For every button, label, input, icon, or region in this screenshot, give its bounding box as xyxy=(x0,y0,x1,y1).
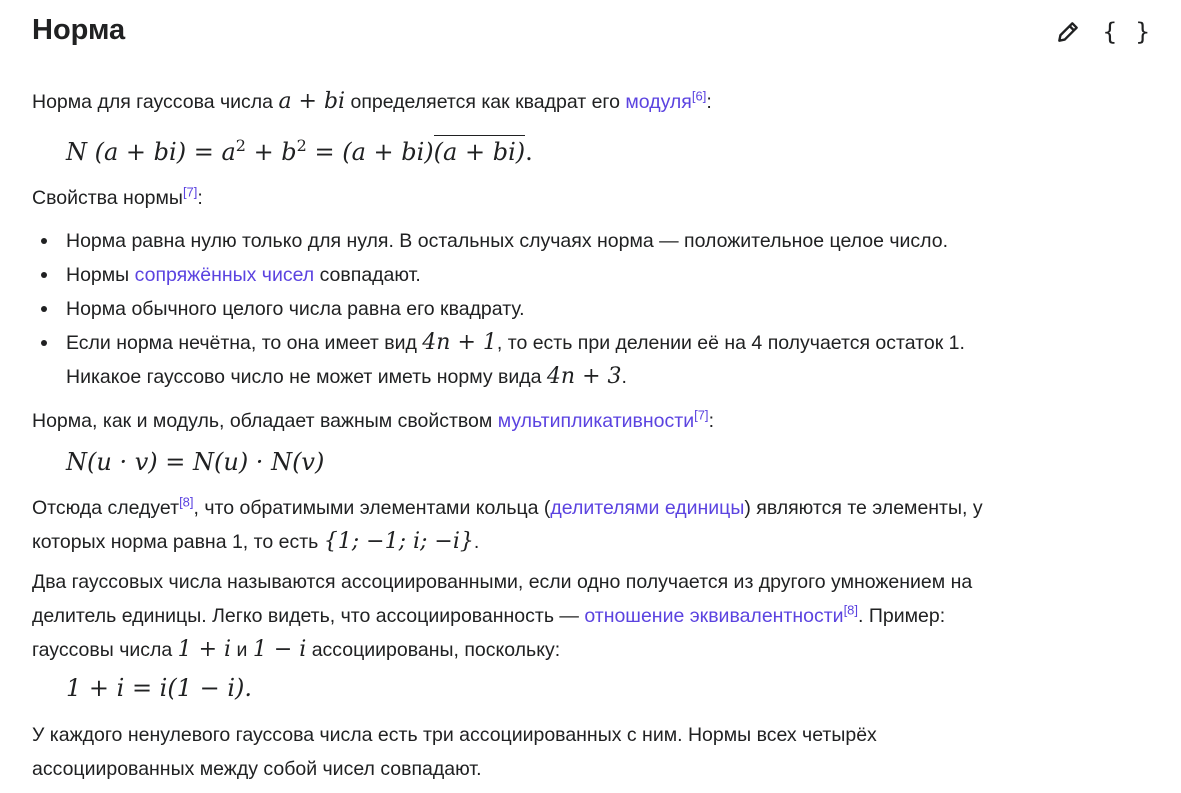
list-item-text: . xyxy=(621,366,627,388)
link-multiplicativity[interactable]: мультипликативности xyxy=(497,410,695,432)
link-equivalence-relation[interactable]: отношение эквивалентности xyxy=(584,605,844,627)
math-4n-plus-3: 4n + 3 xyxy=(546,364,622,389)
json-braces-icon[interactable]: { } xyxy=(1102,18,1152,46)
paragraph-text: гауссовы числа xyxy=(32,639,178,661)
associates-paragraph xyxy=(32,565,1152,667)
paragraph-text: делитель единицы. Легко видеть, что ассоциированность — xyxy=(32,605,585,627)
ref-6[interactable]: [6] xyxy=(691,88,707,104)
paragraph-text: . xyxy=(473,531,480,553)
norm-formula xyxy=(66,136,533,166)
paragraph-text: . Пример: xyxy=(858,605,946,627)
properties-list xyxy=(32,224,1166,394)
list-item xyxy=(66,224,1166,258)
formula-conjugate: (a + bi) xyxy=(434,135,525,166)
multiplicativity-paragraph xyxy=(32,404,1152,438)
paragraph-text: , что обратимыми элементами кольца ( xyxy=(193,497,551,519)
list-item-text: , то есть при делении её на 4 получается остаток 1. xyxy=(496,332,965,354)
colon: : xyxy=(708,410,714,432)
colon: : xyxy=(706,91,712,113)
multiplicativity-formula: N(u · v) = N(u) · N(v) xyxy=(66,448,325,476)
list-item-text: Никакое гауссово число не может иметь норму вида xyxy=(66,366,547,388)
ref-7[interactable]: [7] xyxy=(182,184,198,200)
formula-part: . xyxy=(525,138,533,166)
formula-part: = (a + bi) xyxy=(306,138,434,166)
list-item-text: Нормы xyxy=(66,264,135,286)
list-item xyxy=(66,326,1166,394)
math-1-plus-i: 1 + i xyxy=(177,637,232,662)
ref-7[interactable]: [7] xyxy=(694,407,709,423)
formula-exponent: 2 xyxy=(296,136,307,155)
ref-8[interactable]: [8] xyxy=(843,602,859,618)
closing-paragraph xyxy=(32,718,1152,786)
formula-part: + b xyxy=(245,138,297,166)
paragraph-text: Два гауссовых числа называются ассоциированными, если одно получается из другого умножением на xyxy=(32,571,973,593)
link-conjugate-numbers[interactable]: сопряжённых чисел xyxy=(134,264,315,286)
paragraph-text: ассоциированы, поскольку: xyxy=(306,639,561,661)
paragraph-text: ) являются те элементы, у xyxy=(744,497,983,519)
formula-part: N (a + bi) = a xyxy=(66,138,236,166)
intro-text: Норма для гауссова числа xyxy=(32,91,279,113)
paragraph-text: Отсюда следует xyxy=(32,497,180,519)
math-4n-plus-1: 4n + 1 xyxy=(422,330,497,355)
paragraph-text: ассоциированных между собой чисел совпадают. xyxy=(32,758,482,780)
formula-exponent: 2 xyxy=(235,136,246,155)
paragraph-text: У каждого ненулевого гауссова числа есть три ассоциированных с ним. Нормы всех четырёх xyxy=(32,724,877,746)
intro-paragraph xyxy=(32,85,1152,119)
list-item-text: Норма обычного целого числа равна его квадрату. xyxy=(66,298,525,320)
section-heading: Норма xyxy=(32,14,126,46)
list-item xyxy=(66,292,1166,326)
list-item-text: Если норма нечётна, то она имеет вид xyxy=(66,332,423,354)
math-units-set: {1; −1; i; −i} xyxy=(323,529,474,554)
paragraph-text: Норма, как и модуль, обладает важным свойством xyxy=(32,410,498,432)
colon: : xyxy=(197,187,203,209)
math-a-plus-bi: a + bi xyxy=(278,89,346,114)
link-modulus[interactable]: модуля xyxy=(625,91,692,113)
properties-text: Свойства нормы xyxy=(32,187,183,209)
list-item-text: Норма равна нулю только для нуля. В остальных случаях норма — положительное целое число. xyxy=(66,230,949,252)
section-tools xyxy=(1055,18,1152,46)
link-units[interactable]: делителями единицы xyxy=(550,497,745,519)
associates-formula: 1 + i = i(1 − i). xyxy=(66,674,253,702)
intro-text: определяется как квадрат его xyxy=(345,91,626,113)
units-paragraph xyxy=(32,491,1152,559)
paragraph-text: которых норма равна 1, то есть xyxy=(32,531,324,553)
math-1-minus-i: 1 − i xyxy=(252,637,307,662)
list-item-text: совпадают. xyxy=(314,264,421,286)
properties-label xyxy=(32,181,1152,215)
list-item xyxy=(66,258,1166,292)
ref-8[interactable]: [8] xyxy=(179,494,194,510)
pencil-icon[interactable] xyxy=(1055,19,1081,45)
paragraph-text: и xyxy=(231,639,253,661)
